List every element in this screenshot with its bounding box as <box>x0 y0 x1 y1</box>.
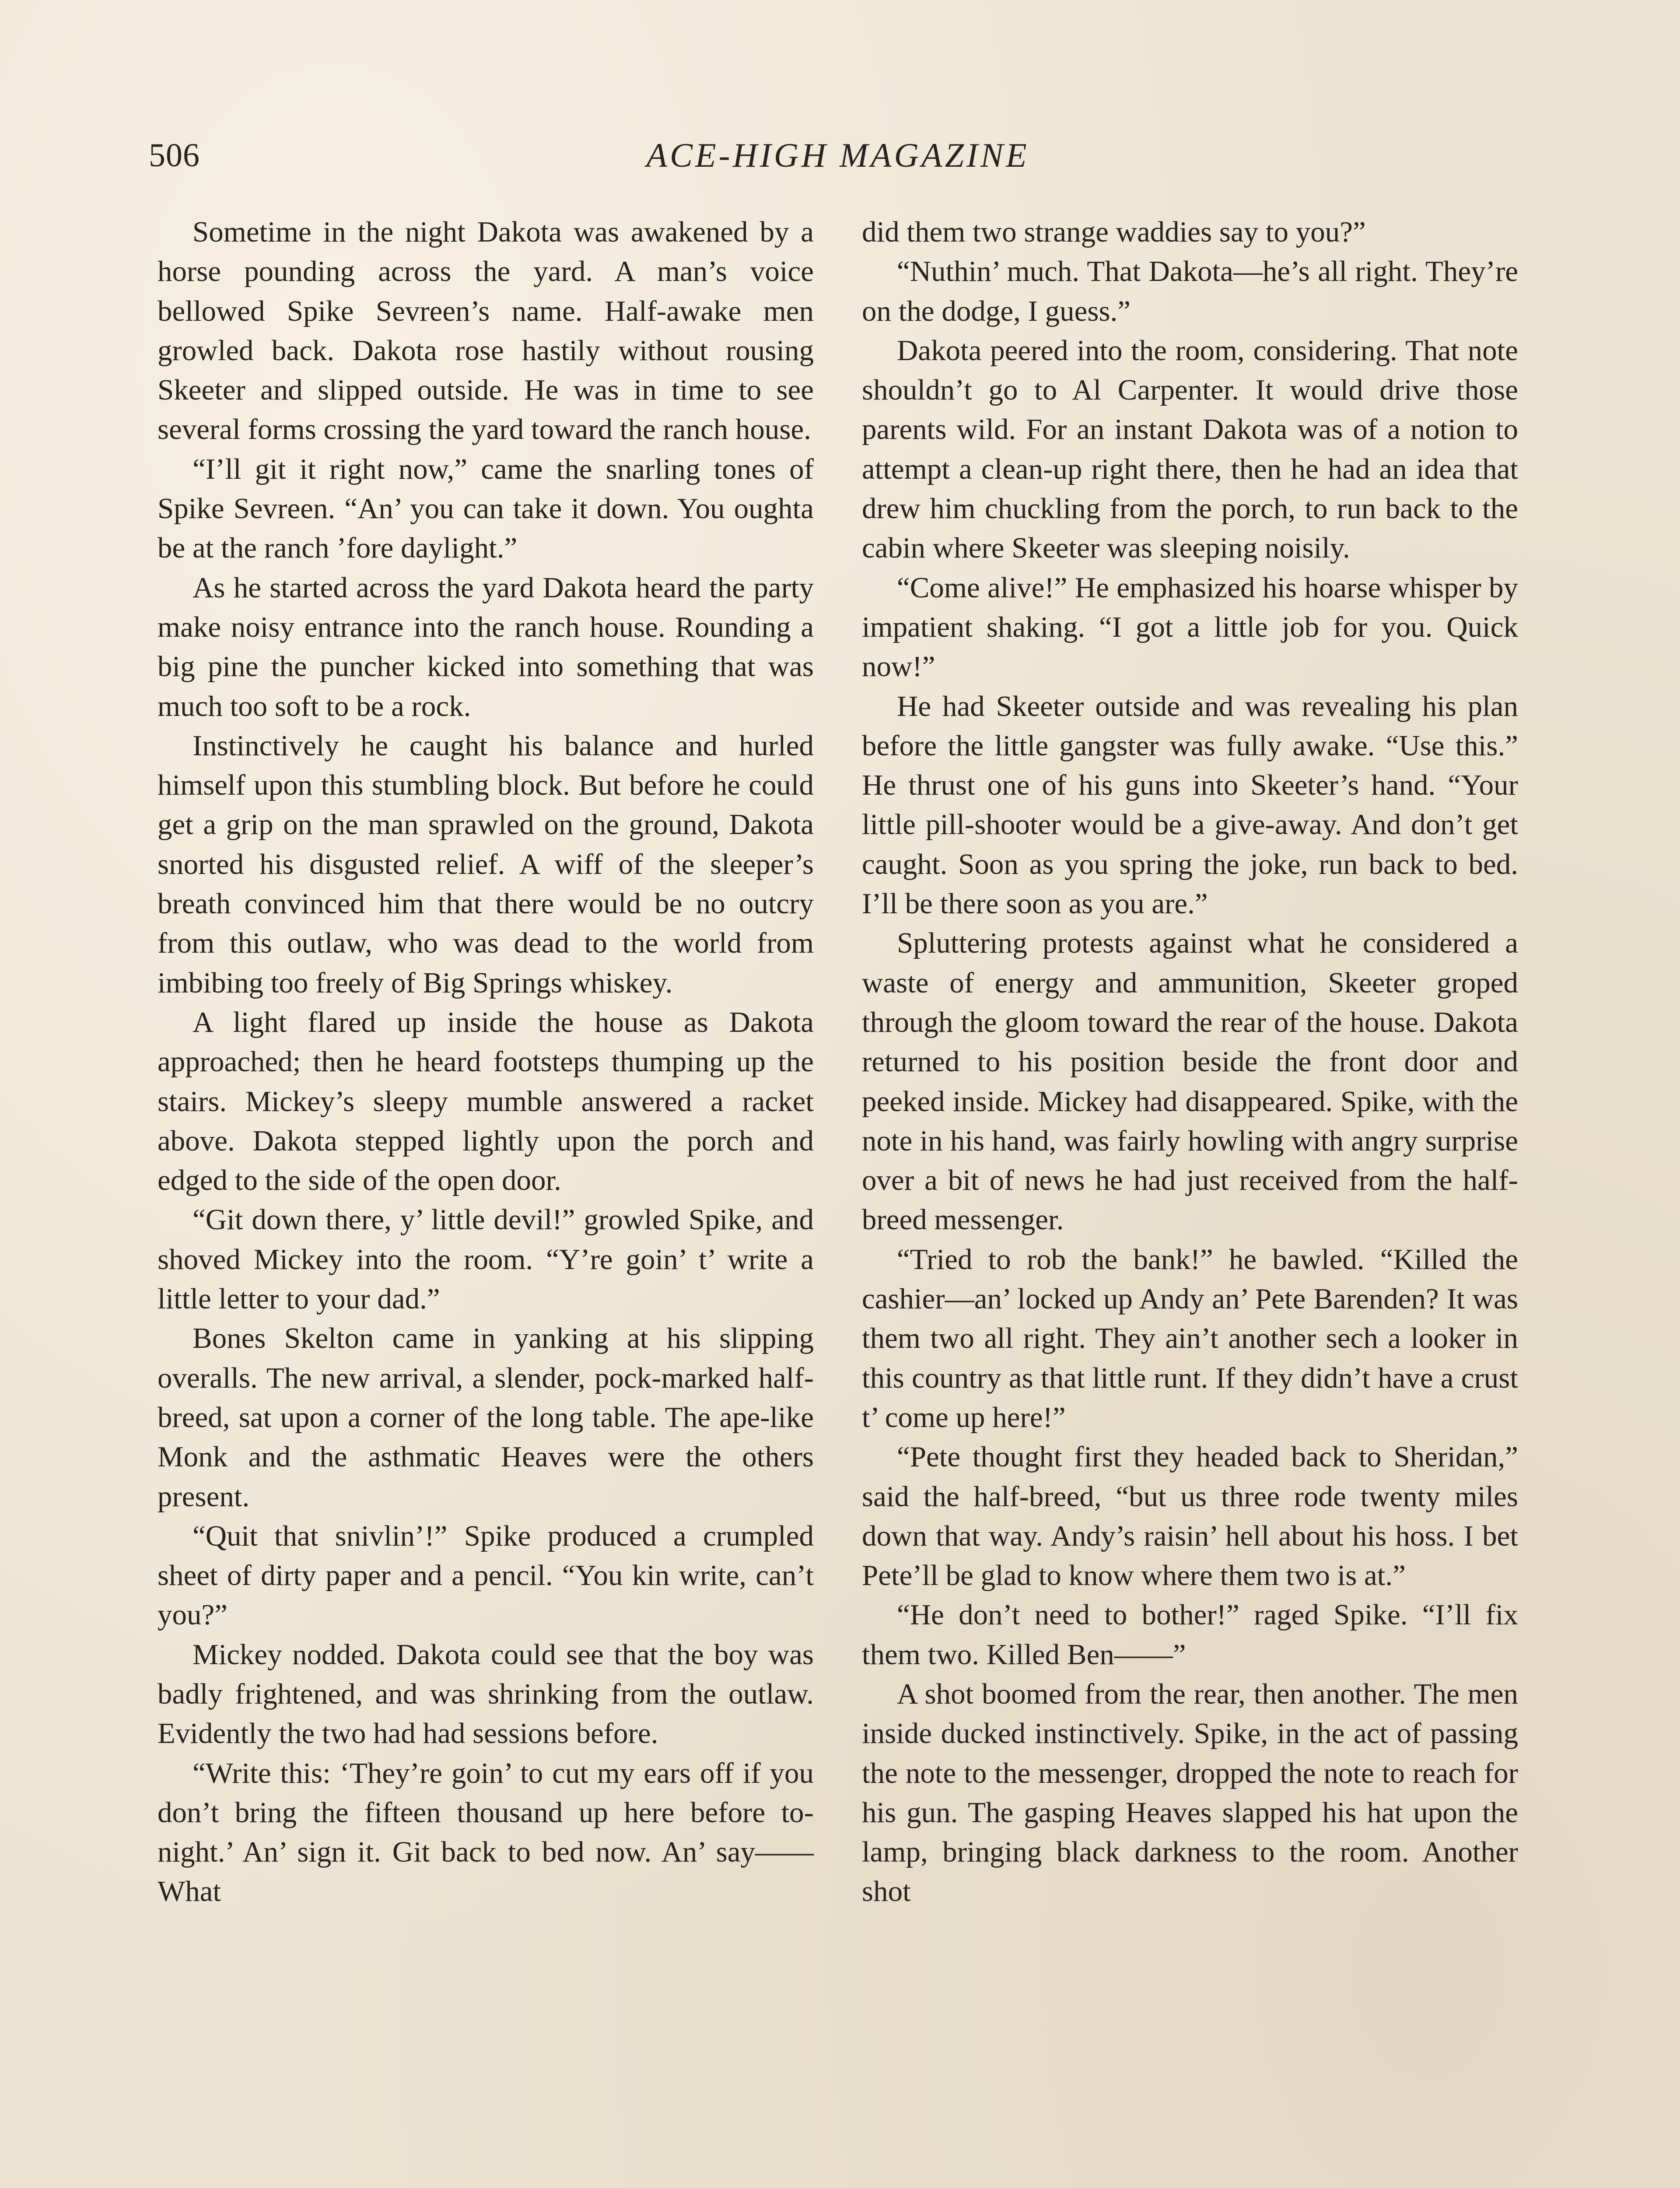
paragraph: “Write this: ‘They’re goin’ to cut my ears off if you don’t bring the fifteen thousand up here before to-night.’ An’ sign it. Git back to bed now. An’ say—— What <box>158 1757 814 1908</box>
paragraph: “Pete thought first they headed back to Sheridan,” said the half-breed, “but us three rode twenty miles down that way. Andy’s raisin’ hell about his hoss. I bet Pete’ll be glad to know where them two is at.” <box>862 1441 1518 1592</box>
paragraph: Dakota peered into the room, considering. That note shouldn’t go to Al Carpenter. It would drive those parents wild. For an instant Dakota was of a notion to attempt a clean-up right there, then he had an idea that drew him chuckling from the porch, to run back to the cabin where Skeeter was sleeping noisily. <box>862 334 1518 565</box>
paragraph: “Nuthin’ much. That Dakota—he’s all right. They’re on the dodge, I guess.” <box>862 255 1518 327</box>
paragraph: Sometime in the night Dakota was awakened by a horse pounding across the yard. A man’s voice bellowed Spike Sevreen’s name. Half-awake men growled back. Dakota rose hastily without rousing Skeeter and slipped outside. He was in time to see several forms crossing the yard toward the ranch house. <box>158 216 814 446</box>
paragraph: Mickey nodded. Dakota could see that the boy was badly frightened, and was shrinking from the outlaw. Evidently the two had had sessions before. <box>158 1638 814 1750</box>
paragraph: “Tried to rob the bank!” he bawled. “Killed the cashier—an’ locked up Andy an’ Pete Barenden? It was them two all right. They ain’t another sech a looker in this country as that little runt. If they didn’t have a crust t’ come up here!” <box>862 1243 1518 1434</box>
paragraph: “Git down there, y’ little devil!” growled Spike, and shoved Mickey into the room. “Y’re goin’ t’ write a little letter to your dad.” <box>158 1203 814 1315</box>
paragraph: “He don’t need to bother!” raged Spike. “I’ll fix them two. Killed Ben——” <box>862 1599 1518 1671</box>
paragraph-continued: did them two strange waddies say to you?” <box>862 216 1366 248</box>
paragraph: A light flared up inside the house as Dakota approached; then he heard footsteps thumping up the stairs. Mickey’s sleepy mumble answered a racket above. Dakota stepped lightly upon the porch and edged to the side of the open door. <box>158 1006 814 1197</box>
paragraph: As he started across the yard Dakota heard the party make noisy entrance into the ranch house. Rounding a big pine the puncher kicked into something that was much too soft to be a rock. <box>158 571 814 722</box>
left-column <box>158 212 814 1911</box>
right-column <box>862 212 1518 1911</box>
paragraph: “Quit that snivlin’!” Spike produced a crumpled sheet of dirty paper and a pencil. “You kin write, can’t you?” <box>158 1519 814 1631</box>
paragraph: Bones Skelton came in yanking at his slipping overalls. The new arrival, a slender, pock-marked half-breed, sat upon a corner of the long table. The ape-like Monk and the asthmatic Heaves were the others present. <box>158 1322 814 1513</box>
paragraph: “I’ll git it right now,” came the snarling tones of Spike Sevreen. “An’ you can take it down. You oughta be at the ranch ’fore daylight.” <box>158 452 814 565</box>
paragraph: “Come alive!” He emphasized his hoarse whisper by impatient shaking. “I got a little job for you. Quick now!” <box>862 571 1518 683</box>
paragraph: Instinctively he caught his balance and hurled himself upon this stumbling block. But before he could get a grip on the man sprawled on the ground, Dakota snorted his disgusted relief. A wiff of the sleeper’s breath convinced him that there would be no outcry from this outlaw, who was dead to the world from imbibing too freely of Big Springs whiskey. <box>158 729 814 999</box>
paragraph: He had Skeeter outside and was revealing his plan before the little gangster was fully awake. “Use this.” He thrust one of his guns into Skeeter’s hand. “Your little pill-shooter would be a give-away. And don’t get caught. Soon as you spring the joke, run back to bed. I’ll be there soon as you are.” <box>862 690 1518 920</box>
paragraph: A shot boomed from the rear, then another. The men inside ducked instinctively. Spike, in the act of passing the note to the messenger, dropped the note to reach for his gun. The gasping Heaves slapped his hat upon the lamp, bringing black darkness to the room. Another shot <box>862 1677 1518 1908</box>
running-title: ACE-HIGH MAGAZINE <box>646 136 1029 174</box>
page-number: 506 <box>149 137 200 174</box>
paragraph: Spluttering protests against what he considered a waste of energy and ammunition, Skeeter groped through the gloom toward the rear of the house. Dakota returned to his position beside the front door and peeked inside. Mickey had disappeared. Spike, with the note in his hand, was fairly howling with angry surprise over a bit of news he had just received from the half-breed messenger. <box>862 927 1518 1236</box>
page-header <box>149 131 1527 179</box>
